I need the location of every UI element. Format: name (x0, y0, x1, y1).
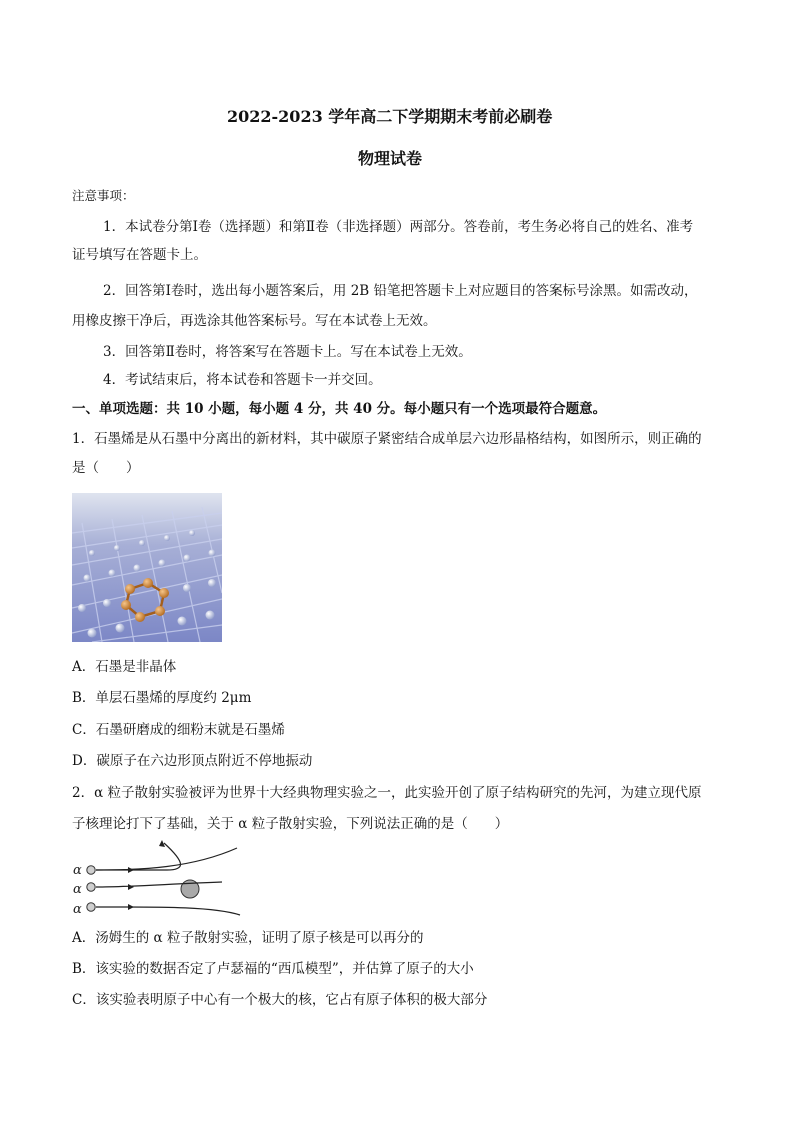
notice-item-4: 4．考试结束后，将本试卷和答题卡一并交回。 (103, 372, 382, 388)
q1-stem-line-2: 是（ ） (72, 460, 140, 476)
q1-option-a: A．石墨是非晶体 (72, 659, 177, 675)
alpha-particle-1 (87, 866, 95, 874)
notice-item-3: 3．回答第Ⅱ卷时，将答案写在答题卡上。写在本试卷上无效。 (103, 344, 472, 360)
notice-item-1-line-1: 1．本试卷分第Ⅰ卷（选择题）和第Ⅱ卷（非选择题）两部分。答卷前，考生务必将自己的姓名、准考 (103, 219, 694, 235)
notice-item-1-line-2: 证号填写在答题卡上。 (72, 247, 207, 263)
alpha-label-3: α (73, 902, 82, 917)
alpha-particle-3 (87, 903, 95, 911)
q1-option-c: C．石墨研磨成的细粉末就是石墨烯 (72, 722, 285, 738)
q2-option-a: A．汤姆生的 α 粒子散射实验，证明了原子核是可以再分的 (72, 930, 424, 946)
notice-item-2-line-2: 用橡皮擦干净后，再选涂其他答案标号。写在本试卷上无效。 (72, 313, 437, 329)
trajectory-top (96, 848, 237, 870)
q2-stem-line-1: 2．α 粒子散射实验被评为世界十大经典物理实验之一，此实验开创了原子结构研究的先河，为建立现代原 (72, 785, 702, 801)
q2-option-c: C．该实验表明原子中心有一个极大的核，它占有原子体积的极大部分 (72, 992, 488, 1008)
trajectory-bottom (96, 907, 240, 915)
section-heading: 一、单项选题：共 10 小题，每小题 4 分，共 40 分。每小题只有一个选项最符合题意。 (72, 401, 607, 417)
q2-option-b: B．该实验的数据否定了卢瑟福的“西瓜模型”，并估算了原子的大小 (72, 961, 474, 977)
q2-stem-line-2: 子核理论打下了基础，关于 α 粒子散射实验，下列说法正确的是（ ） (72, 816, 509, 832)
subject-title: 物理试卷 (358, 149, 423, 168)
notice-heading: 注意事项： (72, 188, 135, 203)
alpha-label-1: α (73, 863, 82, 878)
q1-option-b: B．单层石墨烯的厚度约 2μm (72, 690, 252, 706)
trajectory-near-nucleus (96, 882, 222, 887)
alpha-scattering-diagram (72, 840, 247, 920)
q1-option-d: D．碳原子在六边形顶点附近不停地振动 (72, 753, 313, 769)
alpha-label-2: α (73, 882, 82, 897)
notice-item-2-line-1: 2．回答第Ⅰ卷时，选出每小题答案后，用 2B 铅笔把答题卡上对应题目的答案标号涂黑。如需改动， (103, 283, 698, 299)
exam-title: 2022-2023 学年高二下学期期末考前必刷卷 (227, 107, 553, 126)
alpha-particle-2 (87, 883, 95, 891)
q1-stem-line-1: 1．石墨烯是从石墨中分离出的新材料，其中碳原子紧密结合成单层六边形晶格结构，如图所示，则正确的 (72, 431, 702, 447)
graphene-lattice-image (72, 493, 222, 642)
